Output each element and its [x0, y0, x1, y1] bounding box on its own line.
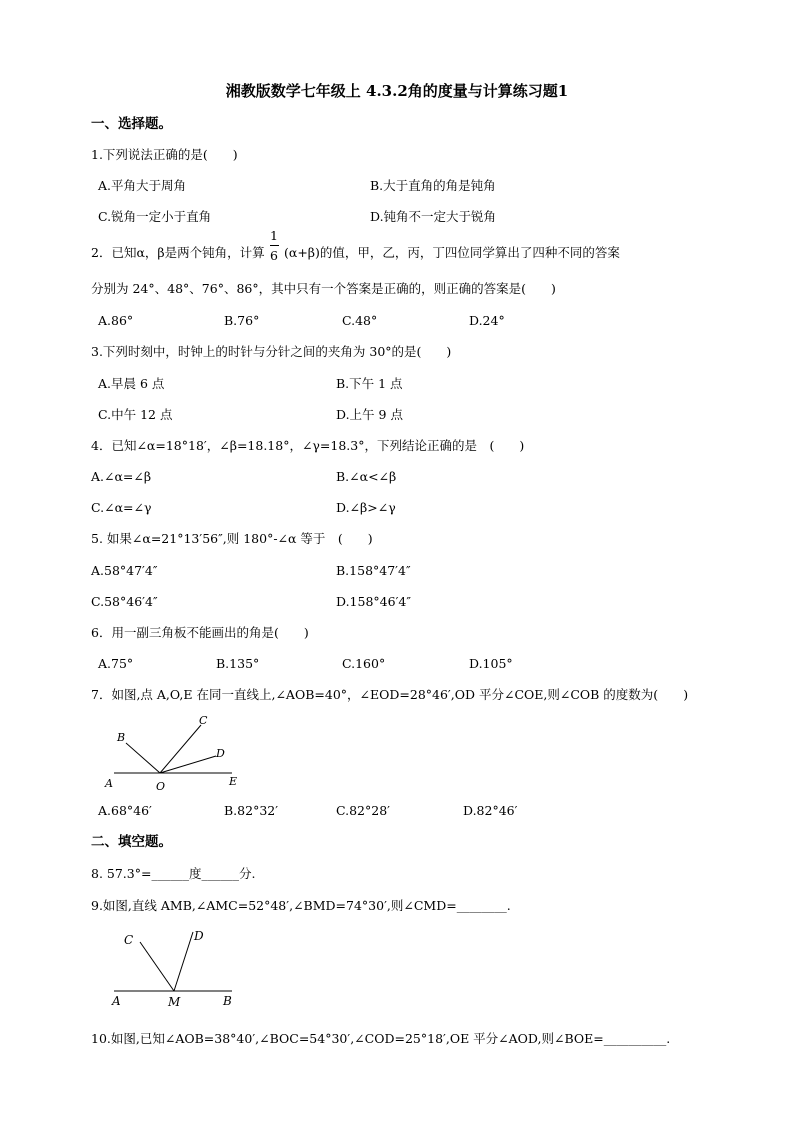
question-6-option-d: D.105°: [469, 656, 513, 671]
label-c: C: [124, 933, 134, 947]
label-b: B: [223, 994, 232, 1008]
ray-mc: [140, 942, 174, 991]
question-4-option-c: C.∠α=∠γ: [91, 500, 152, 515]
question-3-option-a: A.早晨 6 点: [98, 376, 165, 391]
question-5-option-c: C.58°46′4″: [91, 594, 158, 609]
label-e: E: [229, 775, 238, 788]
question-2-stem-part2: (α+β)的值，甲，乙，丙，丁四位同学算出了四种不同的答案: [284, 245, 620, 260]
ray-oc: [160, 725, 201, 773]
question-5-option-d: D.158°46′4″: [336, 594, 412, 609]
question-4-option-a: A.∠α=∠β: [91, 469, 152, 484]
question-9-stem: 9.如图,直线 AMB,∠AMC=52°48′,∠BMD=74°30′,则∠CMD=________.: [91, 898, 511, 913]
question-1-option-a: A.平角大于周角: [98, 178, 187, 193]
question-7-option-c: C.82°28′: [336, 803, 390, 818]
question-2-option-c: C.48°: [342, 313, 378, 328]
label-d: D: [194, 929, 204, 943]
question-7-stem: 7．如图,点 A,O,E 在同一直线上,∠AOB=40°，∠EOD=28°46′,OD 平分∠COE,则∠COB 的度数为( ): [91, 687, 689, 702]
question-10-stem: 10.如图,已知∠AOB=38°40′,∠BOC=54°30′,∠COD=25°18′,OE 平分∠AOD,则∠BOE=__________.: [91, 1031, 671, 1046]
question-2-option-d: D.24°: [469, 313, 505, 328]
label-d: D: [216, 747, 225, 760]
label-b: B: [117, 731, 126, 744]
question-2-option-a: A.86°: [98, 313, 134, 328]
question-1-option-b: B.大于直角的角是钝角: [370, 178, 496, 193]
question-7-figure: [100, 710, 260, 796]
question-1-option-c: C.锐角一定小于直角: [98, 209, 212, 224]
question-3-option-c: C.中午 12 点: [98, 407, 173, 422]
question-3-option-d: D.上午 9 点: [336, 407, 403, 422]
question-3-stem: 3.下列时刻中，时钟上的时针与分针之间的夹角为 30°的是( ): [91, 344, 452, 359]
question-1-option-d: D.钝角不一定大于锐角: [370, 209, 497, 224]
question-2-option-b: B.76°: [224, 313, 260, 328]
question-2-fraction-denominator: 6: [270, 248, 278, 263]
label-a: A: [105, 777, 113, 790]
label-c: C: [199, 714, 208, 727]
label-m: M: [168, 995, 181, 1009]
question-4-option-b: B.∠α<∠β: [336, 469, 397, 484]
question-2-stem-part1: 2．已知α，β是两个钝角，计算: [91, 245, 265, 260]
question-6-option-c: C.160°: [342, 656, 386, 671]
question-7-option-b: B.82°32′: [224, 803, 279, 818]
question-8-stem: 8. 57.3°=______度______分.: [91, 866, 256, 881]
question-4-stem: 4．已知∠α=18°18′，∠β=18.18°，∠γ=18.3°，下列结论正确的是 ( ): [91, 438, 525, 453]
question-7-option-a: A.68°46′: [98, 803, 152, 818]
question-5-option-a: A.58°47′4″: [91, 563, 158, 578]
ray-od: [160, 756, 216, 773]
section-fill-heading: 二、填空题。: [91, 834, 172, 850]
question-6-option-a: A.75°: [98, 656, 134, 671]
question-5-option-b: B.158°47′4″: [336, 563, 411, 578]
question-7-option-d: D.82°46′: [463, 803, 518, 818]
question-4-option-d: D.∠β>∠γ: [336, 500, 396, 515]
question-2-fraction-bar: [270, 245, 279, 246]
question-5-stem: 5. 如果∠α=21°13′56″,则 180°-∠α 等于 ( ): [91, 531, 373, 546]
page-title: 湘教版数学七年级上 4.3.2角的度量与计算练习题1: [225, 82, 569, 100]
label-o: O: [156, 780, 166, 793]
label-a: A: [112, 994, 121, 1008]
question-3-option-b: B.下午 1 点: [336, 376, 403, 391]
question-2-fraction-numerator: 1: [270, 228, 278, 243]
question-6-option-b: B.135°: [216, 656, 260, 671]
ray-md: [174, 932, 193, 991]
question-1-stem: 1.下列说法正确的是( ): [91, 147, 238, 162]
section-choice-heading: 一、选择题。: [91, 116, 172, 132]
question-9-figure: [104, 922, 244, 1012]
question-2-stem-part3: 分别为 24°、48°、76°、86°，其中只有一个答案是正确的，则正确的答案是( ): [91, 281, 556, 296]
question-6-stem: 6．用一副三角板不能画出的角是( ): [91, 625, 309, 640]
ray-ob: [126, 743, 160, 773]
